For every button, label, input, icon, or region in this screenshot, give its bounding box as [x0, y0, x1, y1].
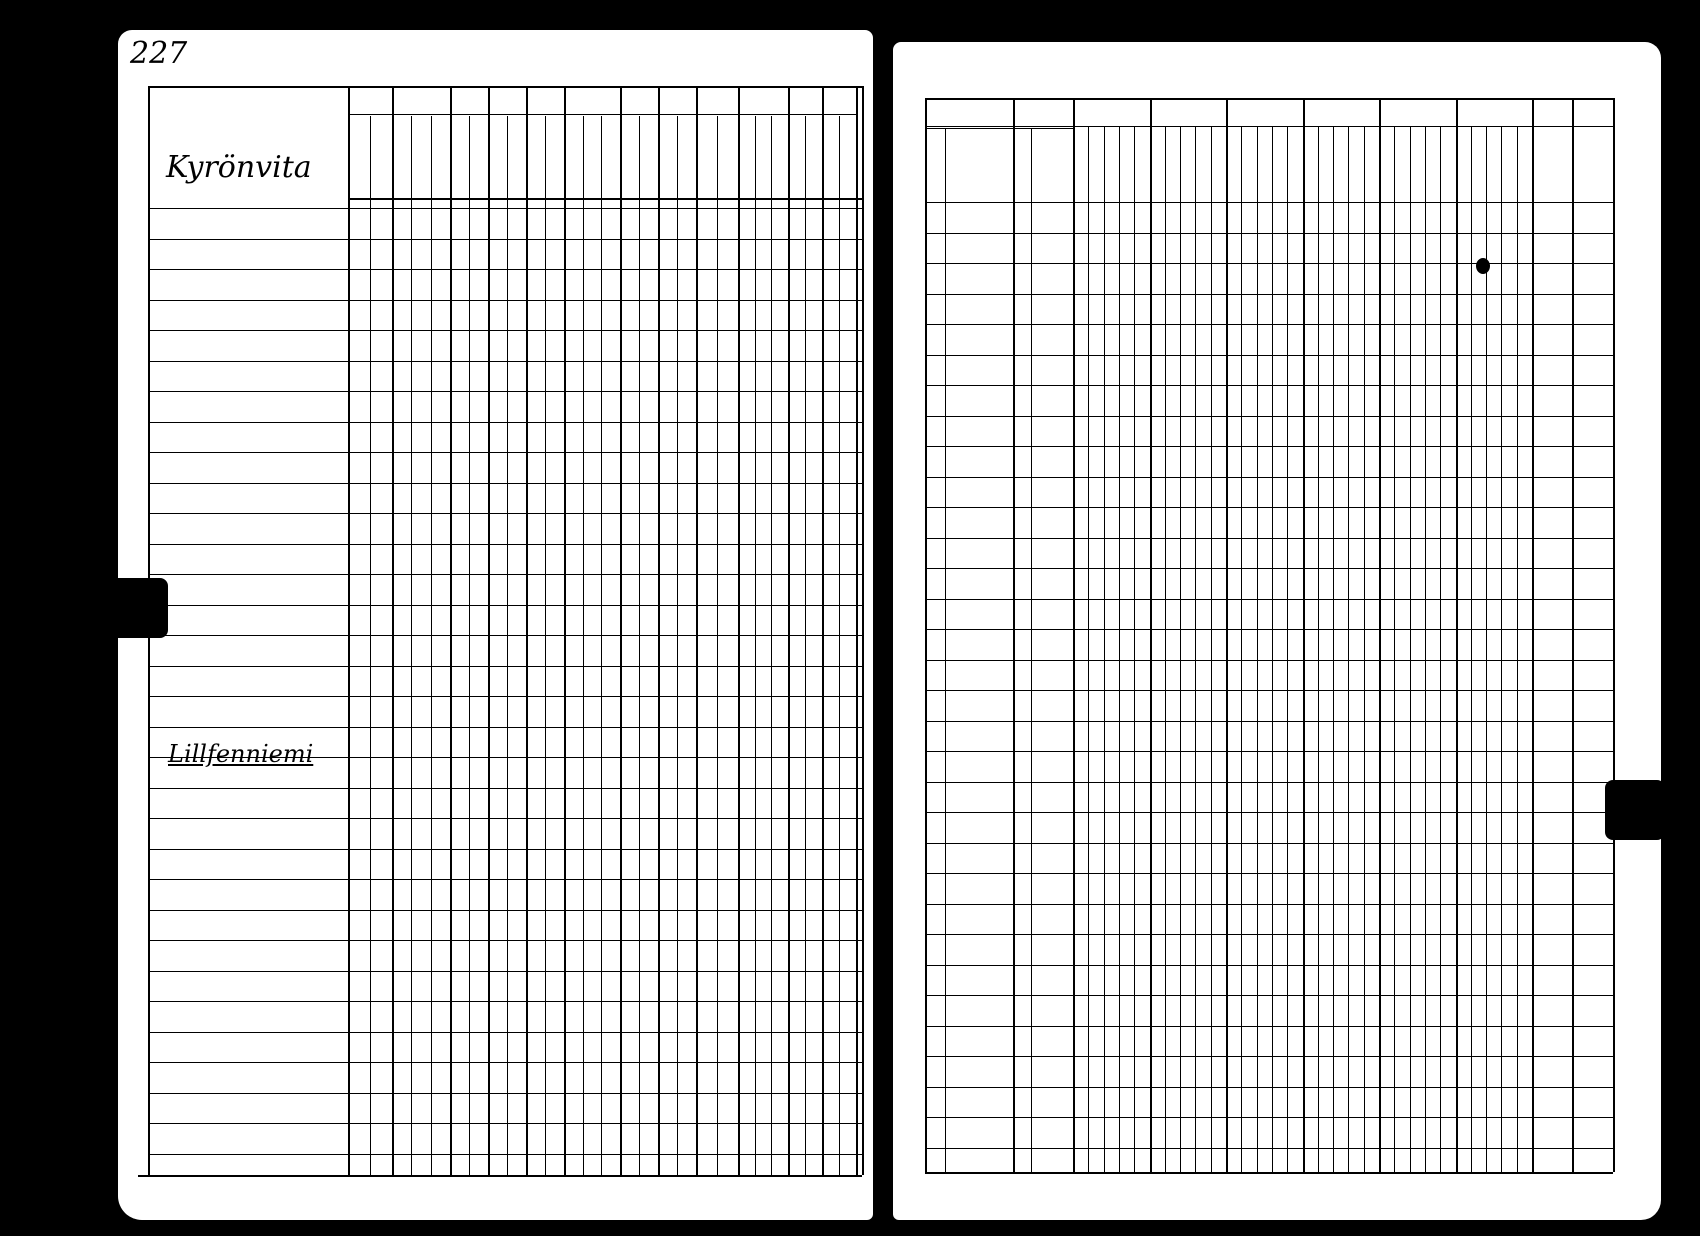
- right-frame-right: [1613, 98, 1615, 1172]
- year-sub-divider: [1088, 126, 1089, 1172]
- col-group-divider: [856, 86, 858, 1175]
- col-group-divider: [738, 86, 740, 1175]
- col-sub-divider: [805, 116, 806, 1175]
- binding-clip: [98, 578, 168, 638]
- col-sub-divider: [639, 116, 640, 1175]
- row-rule: [148, 971, 862, 972]
- col-group-divider: [658, 86, 660, 1175]
- year-sub-divider: [1348, 126, 1349, 1172]
- year-sub-divider: [1517, 126, 1518, 1172]
- row-rule: [148, 239, 862, 240]
- year-sub-divider: [1425, 126, 1426, 1172]
- row-rule: [148, 1001, 862, 1002]
- left-header-bottom: [348, 198, 862, 200]
- left-frame-top: [148, 86, 862, 88]
- row-rule: [148, 513, 862, 514]
- row-rule: [925, 965, 1613, 966]
- row-rule: [148, 208, 862, 209]
- col-group-divider: [564, 86, 566, 1175]
- year-divider: [1226, 98, 1228, 1172]
- year-sub-divider: [1471, 126, 1472, 1172]
- right-frame-left: [925, 98, 927, 1172]
- row-rule: [925, 568, 1613, 569]
- left-register-grid: [118, 30, 873, 1220]
- row-rule: [925, 934, 1613, 935]
- left-page: [118, 30, 873, 1220]
- year-divider: [1379, 98, 1381, 1172]
- row-rule: [148, 605, 862, 606]
- col-group-underline: [564, 114, 620, 115]
- row-rule: [925, 599, 1613, 600]
- row-rule: [148, 300, 862, 301]
- row-rule: [148, 849, 862, 850]
- row-rule: [148, 483, 862, 484]
- col-group-underline: [526, 114, 564, 115]
- row-rule: [925, 660, 1613, 661]
- col-sub-divider: [507, 116, 508, 1175]
- row-rule: [148, 1062, 862, 1063]
- col-group-underline: [392, 114, 450, 115]
- natus-d-divider: [945, 128, 946, 1172]
- row-rule: [925, 812, 1613, 813]
- col-group-divider: [822, 86, 824, 1175]
- year-sub-divider: [1165, 126, 1166, 1172]
- row-rule: [925, 1056, 1613, 1057]
- right-register-grid: [893, 42, 1661, 1220]
- row-rule: [925, 202, 1613, 203]
- obiit-d-divider: [1031, 128, 1032, 1172]
- row-rule: [925, 1026, 1613, 1027]
- row-rule: [925, 843, 1613, 844]
- row-rule: [925, 629, 1613, 630]
- page-number: 227: [130, 36, 188, 71]
- row-rule: [925, 477, 1613, 478]
- col-group-divider: [620, 86, 622, 1175]
- col-group-underline: [738, 114, 788, 115]
- row-rule: [925, 1148, 1613, 1149]
- col-sub-divider: [370, 116, 371, 1175]
- left-name-divider: [348, 86, 350, 1175]
- col-group-underline: [658, 114, 696, 115]
- col-sub-divider: [839, 116, 840, 1175]
- right-frame-bottom: [925, 1172, 1613, 1174]
- section-title-kyronvita: Kyrönvita: [166, 150, 312, 185]
- year-sub-divider: [1318, 126, 1319, 1172]
- row-rule: [925, 446, 1613, 447]
- row-rule: [148, 391, 862, 392]
- row-rule: [148, 330, 862, 331]
- row-rule: [148, 1123, 862, 1124]
- natus-obiit-divider-h: [925, 128, 1073, 129]
- left-frame-right: [862, 86, 864, 1175]
- row-rule: [148, 1093, 862, 1094]
- col-group-underline: [450, 114, 488, 115]
- col-sub-divider: [583, 116, 584, 1175]
- row-rule: [148, 788, 862, 789]
- row-rule: [148, 574, 862, 575]
- year-sub-divider: [1119, 126, 1120, 1172]
- col-group-divider: [450, 86, 452, 1175]
- row-rule: [148, 269, 862, 270]
- year-sub-divider: [1272, 126, 1273, 1172]
- year-sub-divider: [1180, 126, 1181, 1172]
- col-group-underline: [620, 114, 658, 115]
- row-rule: [925, 721, 1613, 722]
- row-rule: [925, 385, 1613, 386]
- left-frame-bottom: [138, 1175, 862, 1177]
- section-title-lillfenniemi: Lillfenniemi: [168, 740, 314, 768]
- col-sub-divider: [755, 116, 756, 1175]
- row-rule: [925, 904, 1613, 905]
- col-group-underline: [788, 114, 822, 115]
- year-divider: [1150, 98, 1152, 1172]
- right-frame-top: [925, 98, 1613, 100]
- year-divider: [1303, 98, 1305, 1172]
- year-sub-divider: [1486, 126, 1487, 1172]
- year-sub-divider: [1257, 126, 1258, 1172]
- col-sub-divider: [469, 116, 470, 1175]
- col-group-divider: [526, 86, 528, 1175]
- right-edge-clip: [1605, 780, 1665, 840]
- col-group-underline: [348, 114, 392, 115]
- row-rule: [148, 452, 862, 453]
- row-rule: [925, 1087, 1613, 1088]
- obiit-divider: [1073, 98, 1075, 1172]
- row-rule: [925, 873, 1613, 874]
- col-group-underline: [822, 114, 856, 115]
- col-sub-divider: [431, 116, 432, 1175]
- row-rule: [148, 818, 862, 819]
- row-rule: [925, 690, 1613, 691]
- year-sub-divider: [1241, 126, 1242, 1172]
- col-group-divider: [488, 86, 490, 1175]
- year-sub-divider: [1501, 126, 1502, 1172]
- row-rule: [925, 355, 1613, 356]
- row-rule: [925, 538, 1613, 539]
- row-rule: [925, 1117, 1613, 1118]
- row-rule: [148, 361, 862, 362]
- row-rule: [925, 751, 1613, 752]
- year-sub-divider: [1440, 126, 1441, 1172]
- year-sub-divider: [1211, 126, 1212, 1172]
- row-rule: [148, 422, 862, 423]
- col-group-underline: [696, 114, 738, 115]
- row-rule: [925, 416, 1613, 417]
- row-rule: [148, 1154, 862, 1155]
- natus-obiit-divider: [1013, 98, 1015, 1172]
- year-sub-divider: [1364, 126, 1365, 1172]
- year-sub-divider: [1410, 126, 1411, 1172]
- row-rule: [925, 294, 1613, 295]
- row-rule: [148, 544, 862, 545]
- row-rule: [925, 995, 1613, 996]
- row-rule: [148, 910, 862, 911]
- year-sub-divider: [1333, 126, 1334, 1172]
- col-group-divider: [788, 86, 790, 1175]
- row-rule: [925, 233, 1613, 234]
- row-rule: [148, 727, 862, 728]
- row-rule: [925, 324, 1613, 325]
- year-sub-divider: [1394, 126, 1395, 1172]
- year-sub-divider: [1195, 126, 1196, 1172]
- row-rule: [925, 782, 1613, 783]
- col-group-divider: [696, 86, 698, 1175]
- row-rule: [148, 1032, 862, 1033]
- year-sub-divider: [1134, 126, 1135, 1172]
- col-sub-divider: [677, 116, 678, 1175]
- col-sub-divider: [411, 116, 412, 1175]
- col-sub-divider: [601, 116, 602, 1175]
- row-rule: [148, 635, 862, 636]
- row-rule: [148, 879, 862, 880]
- year-sub-divider: [1287, 126, 1288, 1172]
- right-page: [893, 42, 1661, 1220]
- right-header-bottom: [925, 126, 1613, 127]
- year-divider: [1456, 98, 1458, 1172]
- row-rule: [148, 696, 862, 697]
- year-divider: [1532, 98, 1534, 1172]
- year-sub-divider: [1104, 126, 1105, 1172]
- row-rule: [925, 263, 1613, 264]
- col-sub-divider: [717, 116, 718, 1175]
- row-rule: [925, 507, 1613, 508]
- row-rule: [148, 666, 862, 667]
- col-group-divider: [392, 86, 394, 1175]
- col-group-underline: [488, 114, 526, 115]
- col-sub-divider: [771, 116, 772, 1175]
- row-rule: [148, 940, 862, 941]
- accessit-divider: [1572, 98, 1574, 1172]
- col-sub-divider: [545, 116, 546, 1175]
- ink-blot: [1476, 258, 1490, 274]
